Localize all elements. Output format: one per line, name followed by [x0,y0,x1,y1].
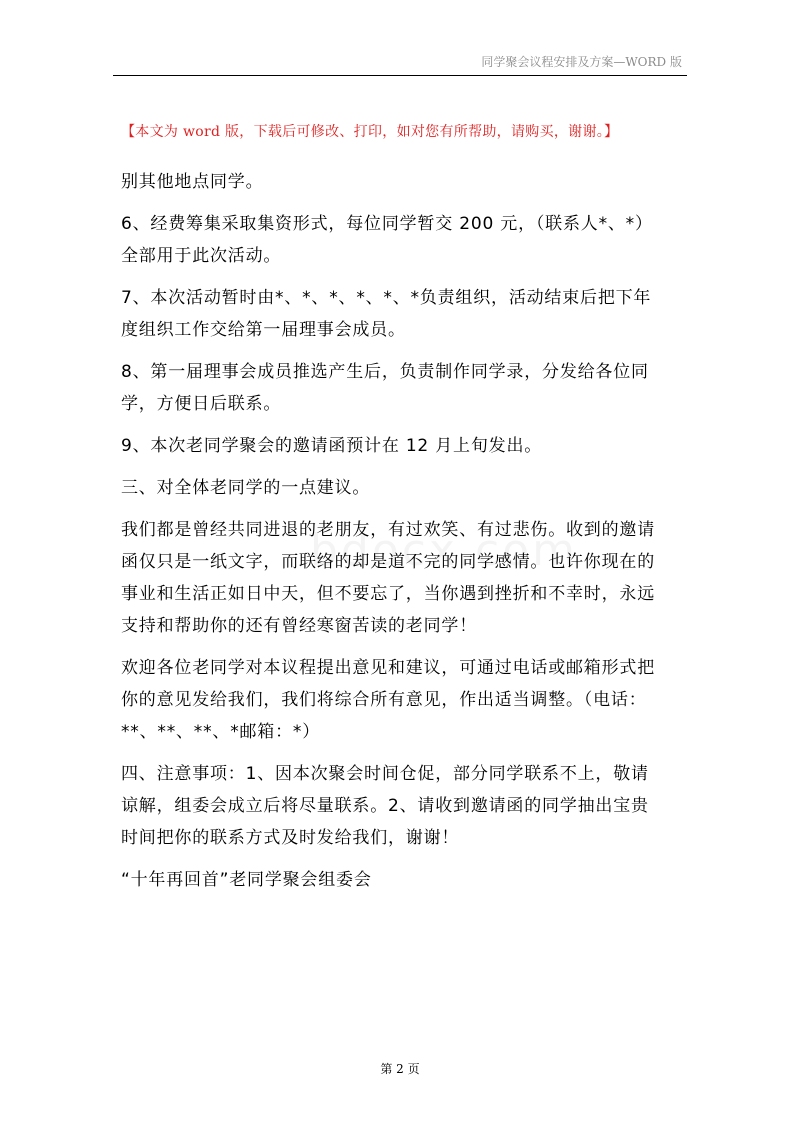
text-line: 别其他地点同学。 [121,172,264,192]
text-line: “十年再回首”老同学聚会组委会 [121,870,372,890]
text-line: 三、对全体老同学的一点建议。 [121,478,371,498]
text-line: **、**、**、*邮箱：*） [121,722,320,742]
text-line: 谅解，组委会成立后将尽量联系。2、请收到邀请函的同学抽出宝贵 [121,796,649,816]
text-line: 欢迎各位老同学对本议程提出意见和建议，可通过电话或邮箱形式把 [121,658,655,678]
body-paragraph [121,430,689,462]
body-paragraph [121,864,689,896]
document-body [121,166,689,906]
body-paragraph [121,166,689,198]
header-divider [113,75,687,76]
text-line: 你的意见发给我们，我们将综合所有意见，作出适当调整。（电话： [121,690,647,710]
text-line: 9、本次老同学聚会的邀请函预计在 12 月上旬发出。 [121,436,543,456]
text-line: 我们都是曾经共同进退的老朋友，有过欢笑、有过悲伤。收到的邀请 [121,520,655,540]
text-line: 8、第一届理事会成员推选产生后，负责制作同学录，分发给各位同 [121,362,649,382]
purchase-notice: 【本文为 word 版，下载后可修改、打印，如对您有所帮助，请购买，谢谢。】 [121,124,619,140]
body-paragraph [121,652,689,748]
body-paragraph [121,472,689,504]
text-line: 7、本次活动暂时由*、*、*、*、*、*负责组织，活动结束后把下年 [121,288,652,308]
body-paragraph [121,514,689,642]
text-line: 学，方便日后联系。 [121,394,282,414]
body-paragraph [121,356,689,420]
text-line: 四、注意事项：1、因本次聚会时间仓促，部分同学联系不上，敬请 [121,764,649,784]
body-paragraph [121,282,689,346]
text-line: 度组织工作交给第一届理事会成员。 [121,320,406,340]
text-line: 支持和帮助你的还有曾经寒窗苦读的老同学！ [121,616,477,636]
text-line: 6、经费筹集采取集资形式，每位同学暂交 200 元，（联系人*、*） [121,214,653,234]
body-paragraph [121,208,689,272]
text-line: 函仅只是一纸文字，而联络的却是道不完的同学感情。也许你现在的 [121,552,655,572]
body-paragraph [121,758,689,854]
page-number: 第 2 页 [380,1062,420,1076]
document-header-title: 同学聚会议程安排及方案—WORD 版 [481,55,682,69]
text-line: 事业和生活正如日中天，但不要忘了，当你遇到挫折和不幸时，永远 [121,584,655,604]
text-line: 时间把你的联系方式及时发给我们，谢谢！ [121,828,460,848]
text-line: 全部用于此次活动。 [121,246,282,266]
